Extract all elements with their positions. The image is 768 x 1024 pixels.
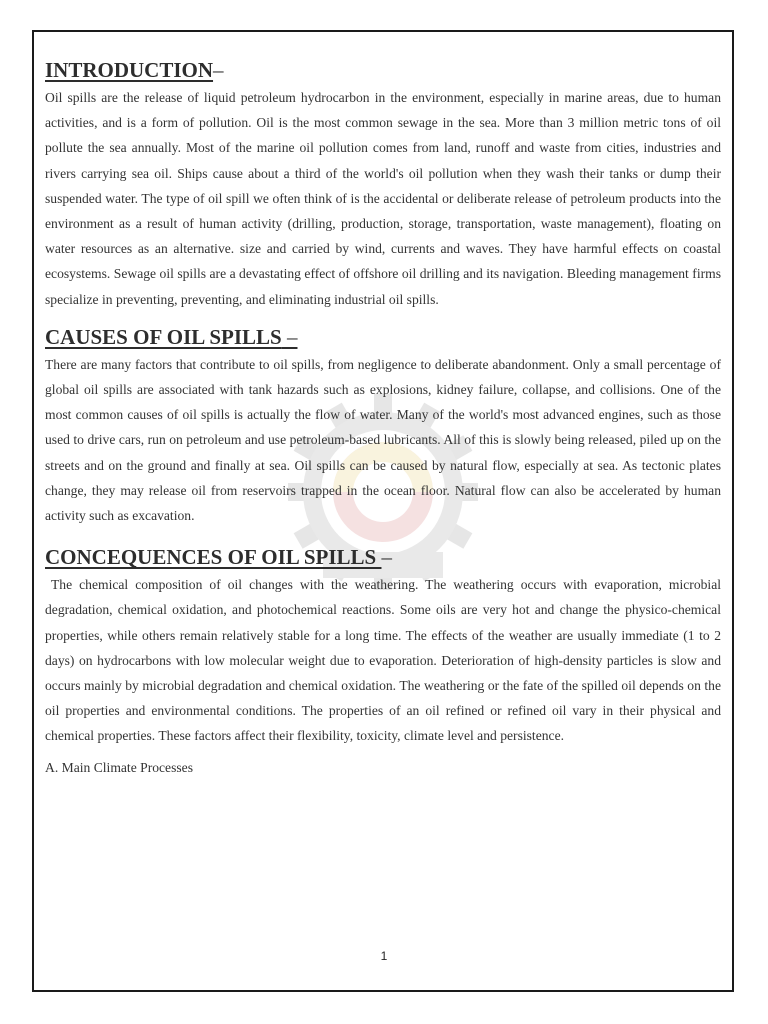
consequences-paragraph: The chemical composition of oil changes with the weathering. The weathering occurs with evaporation, microbial degradation, chemical oxidation, and photochemical reactions. Some oils are very hot and change the physico-chemical properties, while others remain relatively stable for a long time. The effects of the weather are usually immediate (1 to 2 days) on hydrocarbons with low molecular weight due to evaporation. Deterioration of high-density particles is slow and occurs mainly by microbial degradation and chemical oxidation. The weathering or the fate of the spilled oil depends on the oil properties and environmental conditions. The properties of an oil refined or refined oil vary in their physical and chemical properties. These factors affect their flexibility, toxicity, climate level and persistence. [45, 577, 721, 744]
section-heading-causes: CAUSES OF OIL SPILLS – [45, 324, 298, 349]
subheading-main-climate-processes: A. Main Climate Processes [45, 759, 193, 775]
page-number: 1 [380, 949, 388, 963]
causes-paragraph: There are many factors that contribute to oil spills, from negligence to deliberate abandonment. Only a small percentage of global oil spills are associated with tank hazards such as explosions, kidney failure, collapse, and collisions. One of the most common causes of oil spills is actually the flow of water. Many of the world's most advanced engines, such as those used to drive cars, run on petroleum and use petroleum-based lubricants. All of this is slowly being released, piled up on the streets and on the ground and finally at sea. Oil spills can be caused by natural flow, especially at sea. As tectonic plates change, they may release oil from reservoirs trapped in the ocean floor. Natural flow can also be accelerated by human activity such as excavation. [45, 356, 721, 524]
section-heading-consequences: CONCEQUENCES OF OIL SPILLS – [45, 545, 392, 570]
introduction-paragraph: Oil spills are the release of liquid petroleum hydrocarbon in the environment, especially in marine areas, due to human activities, and is a form of pollution. Oil is the most common sewage in the sea. More than 3 million metric tons of oil pollute the sea annually. Most of the marine oil pollution comes from land, runoff and waste from cities, industries and rivers carrying sea oil. Ships cause about a third of the world's oil pollution when they wash their tanks or dump their suspended water. The type of oil spill we often think of is the accidental or deliberate release of petroleum products into the environment as a result of human activity (drilling, production, storage, transportation, waste management), floating on water resources as an alternative. size and carried by wind, currents and waves. They have harmful effects on coastal ecosystems. Sewage oil spills are a devastating effect of offshore oil drilling and its navigation. Bleeding management firms specialize in preventing, preventing, and eliminating industrial oil spills. [45, 90, 721, 307]
document-body [45, 55, 721, 779]
section-heading-introduction: INTRODUCTION– [45, 58, 224, 82]
